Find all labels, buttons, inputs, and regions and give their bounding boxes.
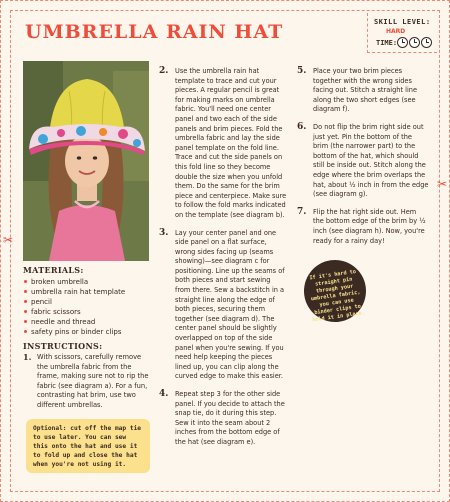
step-text: Lay your center panel and one side panel on a flat surface, wrong sides facing up (seams showing)—see diagram c for positioning. Line up the seams of both pieces and start sewing from there. Sew a backstitch in a straight line along the edge of both pieces, securing them together (see diagram d). The center panel should be slightly overlapped on top of the side panel when you're sewing. If you need help keeping the pieces lined up, you can clip along the curved edge to make this easier. <box>175 228 285 381</box>
step-number: 1. <box>23 352 32 362</box>
step-number: 3. <box>159 227 169 238</box>
skill-level-label: SKILL LEVEL: <box>374 18 431 26</box>
step-text: Place your two brim pieces together with the wrong sides facing out. Stitch a straight line along the two short edges (see diagram f). <box>313 67 418 114</box>
skill-level-box <box>367 13 437 53</box>
instruction-step-5 <box>297 67 429 115</box>
step-text: Repeat step 3 for the other side panel. If you decide to attach the snap tie, do it during this step. Sew it into the seam about 2 inches from the bottom edge of the hat (see diagram e). <box>175 390 285 446</box>
step-number: 7. <box>297 206 307 217</box>
step-number: 5. <box>297 66 307 76</box>
instructions-column-right <box>297 67 429 254</box>
materials-section <box>23 265 149 337</box>
instruction-step-4 <box>159 390 287 448</box>
step-text: Flip the hat right side out. Hem the bottom edge of the brim by ½ inch (see diagram h). Now, you're ready for a rainy day! <box>313 207 426 245</box>
list-item: safety pins or binder clips <box>23 327 149 337</box>
time-clocks <box>397 37 432 48</box>
list-item: pencil <box>23 297 149 307</box>
optional-note: Optional: cut off the map tie to use later. You can sew this onto the hat and use it to fold up and close the hat when you're not using it. <box>26 419 150 473</box>
materials-list <box>23 277 149 337</box>
clock-icon <box>421 37 432 48</box>
instruction-step-6 <box>297 123 429 200</box>
materials-heading: MATERIALS: <box>23 265 84 275</box>
list-item: fabric scissors <box>23 307 149 317</box>
instruction-step-2 <box>159 67 287 221</box>
step-text: Do not flip the brim right side out just yet. Pin the bottom of the brim (the narrower part) to the bottom of the hat, which should still be inside out. Stitch along the edge where the brim overlaps the hat, about ½ inch in from the edge (see diagram g). <box>313 122 429 199</box>
instructions-heading: INSTRUCTIONS: <box>23 341 103 351</box>
list-item: broken umbrella <box>23 277 149 287</box>
step-text: With scissors, carefully remove the umbrella fabric from the frame, making sure not to rip the fabric (see diagram a). For a fun, contrasting hat brim, use two different umbrellas. <box>37 353 149 409</box>
instructions-column-middle <box>159 67 287 456</box>
time-label: TIME: <box>376 39 398 47</box>
scissors-icon: ✂ <box>437 177 448 191</box>
hat-photo <box>23 61 149 261</box>
step-number: 2. <box>159 66 169 76</box>
step-number: 4. <box>159 389 169 399</box>
skill-level-value: HARD <box>386 28 406 35</box>
step-number: 6. <box>297 121 307 132</box>
girl-in-rain-hat-illustration <box>23 61 149 261</box>
instruction-step-1 <box>23 353 151 411</box>
step-text: Use the umbrella rain hat template to trace and cut your pieces. A regular pencil is great for making marks on umbrella fabric. You'll need one center panel and two each of the side panels and brim pieces. Fold the umbrella fabric and lay the side panel template on the fold line. Trace and cut the side panels on this fold line so they become double the size when you unfold them. Do the same for the brim piece and centerpiece. Make sure to follow the fold marks indicated on the template (see diagram b). <box>175 67 287 219</box>
page-title: UMBRELLA RAIN HAT <box>25 21 284 43</box>
clock-icon <box>397 37 408 48</box>
scissors-icon: ✂ <box>3 233 14 247</box>
clock-icon <box>409 37 420 48</box>
list-item: needle and thread <box>23 317 149 327</box>
tip-badge: If it's hard to straight pin through your umbrella fabric, you can use binder clips to hold it in place. <box>300 256 370 326</box>
instruction-step-7 <box>297 208 429 246</box>
list-item: umbrella rain hat template <box>23 287 149 297</box>
instructions-section <box>23 341 151 411</box>
instruction-step-3 <box>159 229 287 383</box>
